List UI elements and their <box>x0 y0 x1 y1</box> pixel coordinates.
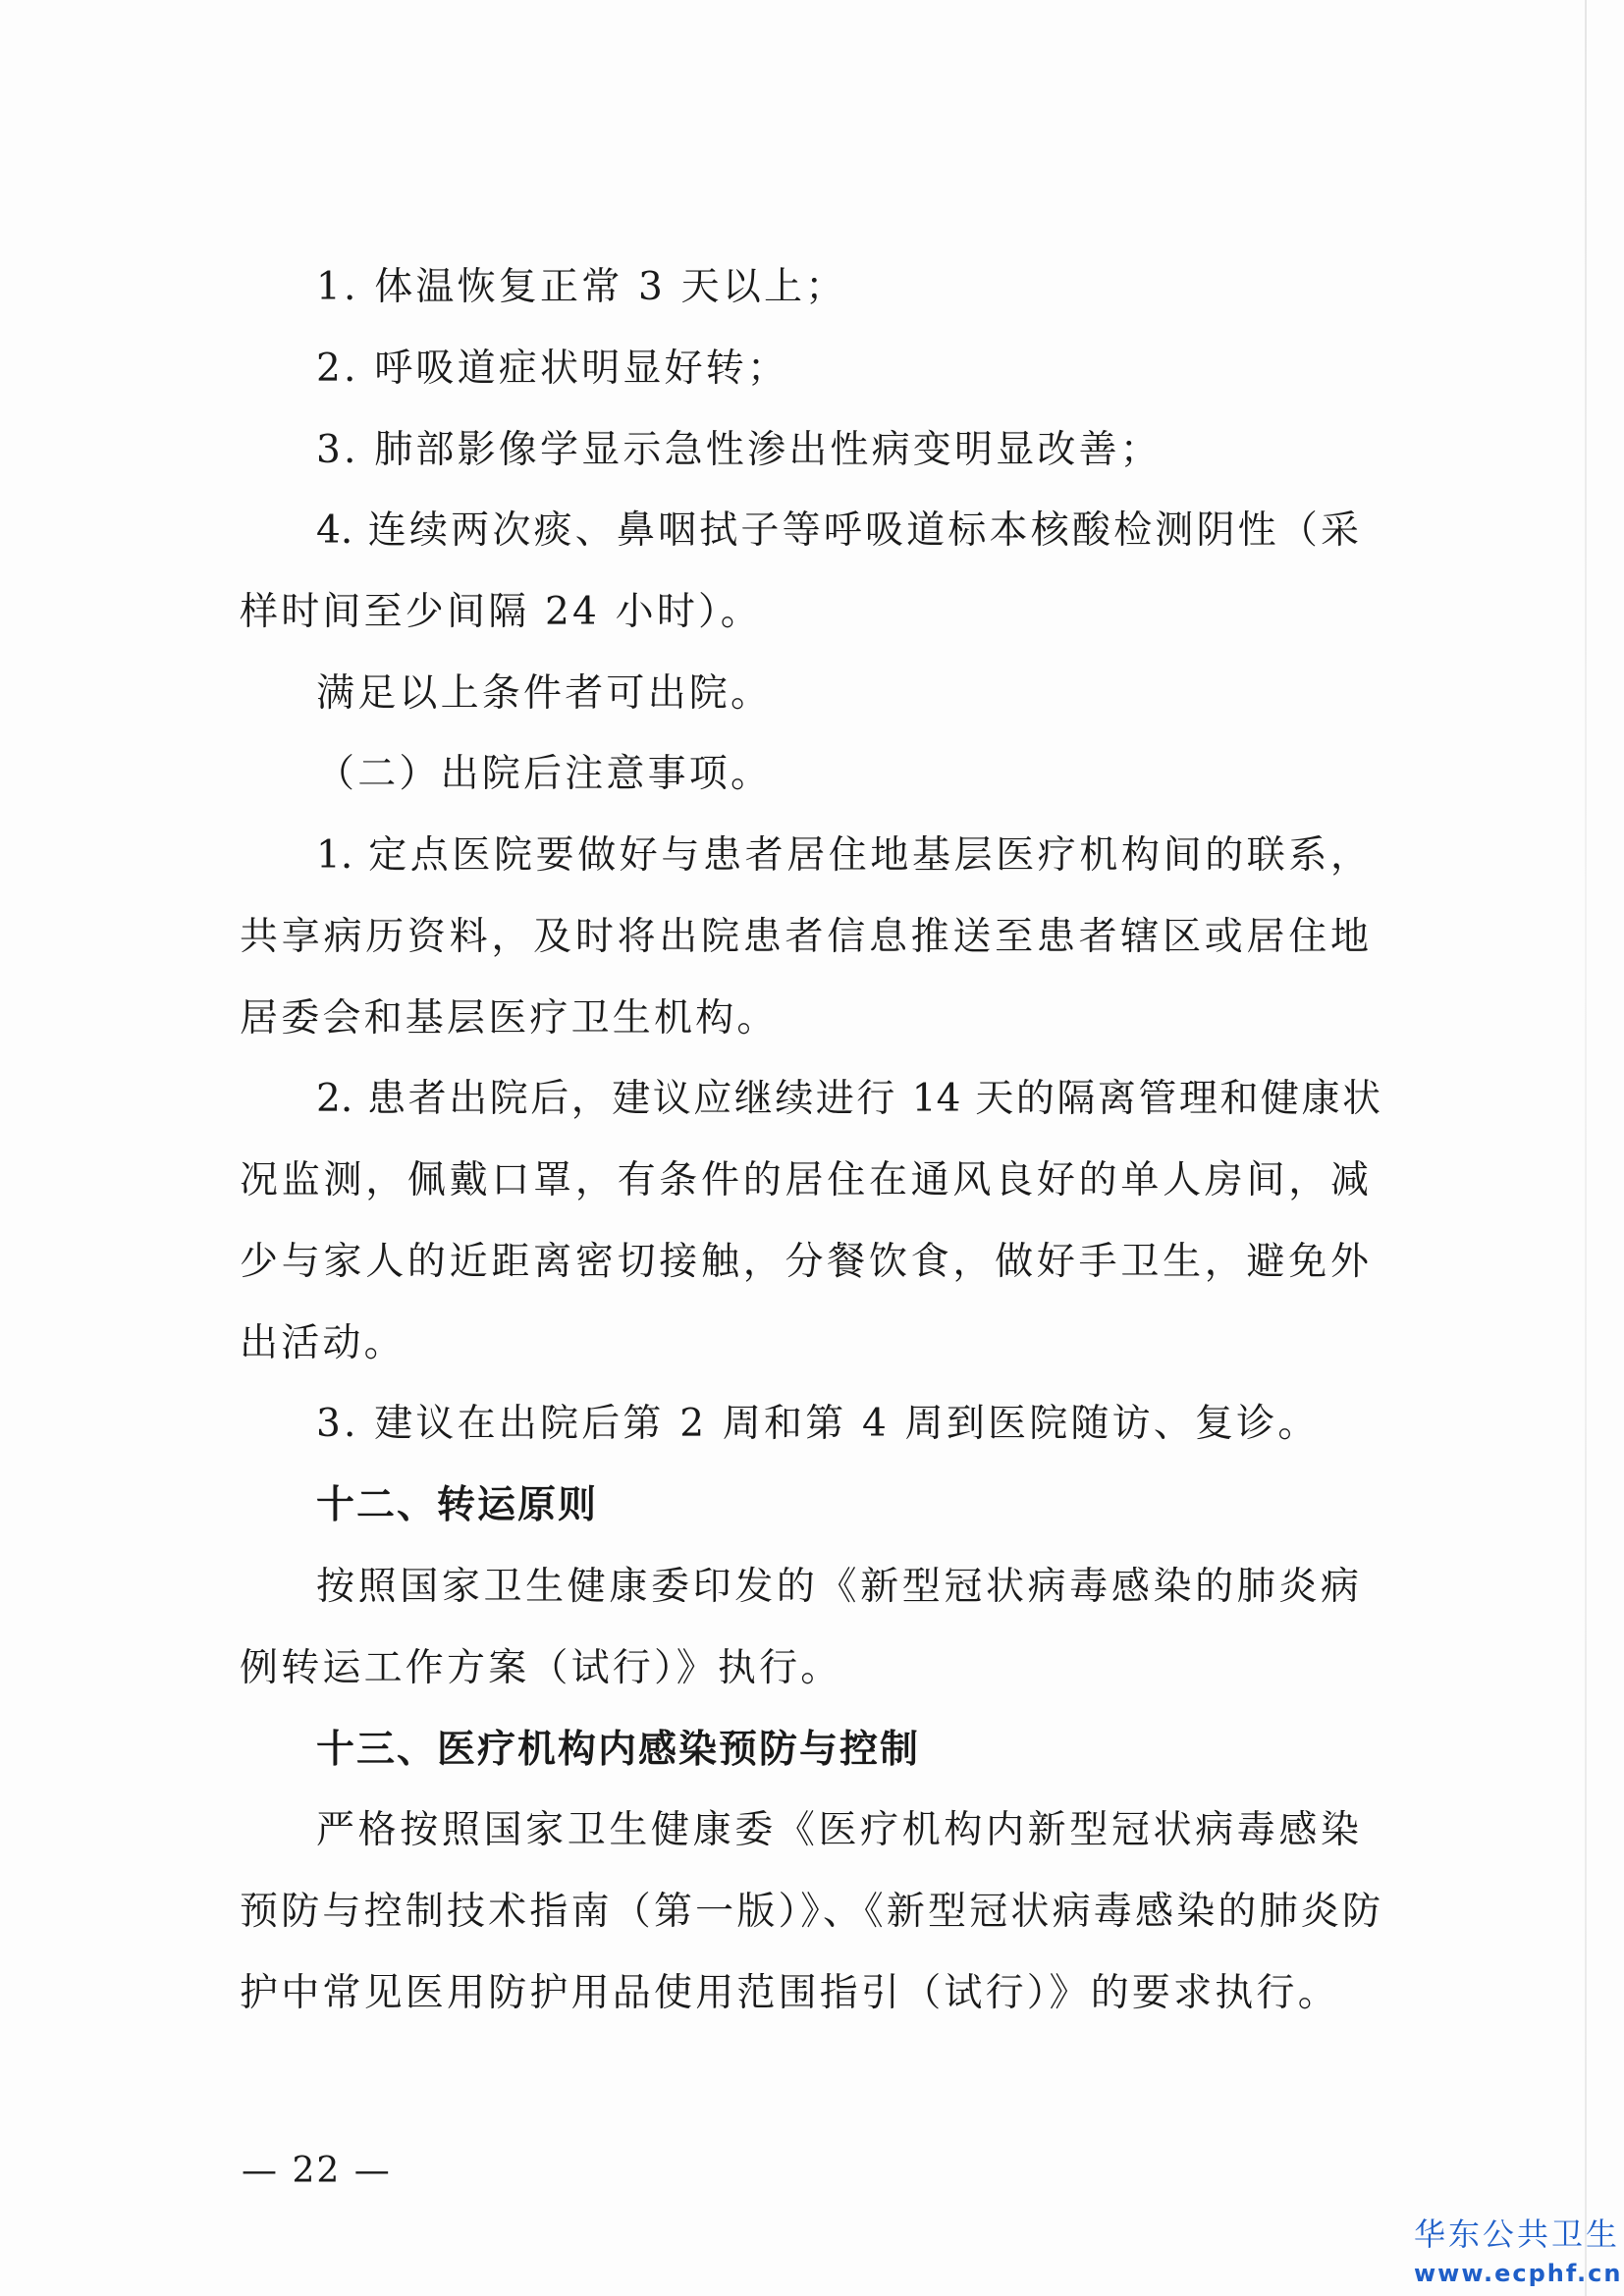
note-item-2: 2. 患者出院后，建议应继续进行 14 天的隔离管理和健康状 <box>316 1077 1380 1121</box>
condition-item-4: 4. 连续两次痰、鼻咽拭子等呼吸道标本核酸检测阴性（采 <box>316 508 1359 553</box>
note-item-1-line-2: 共享病历资料，及时将出院患者信息推送至患者辖区或居住地 <box>240 915 1369 959</box>
watermark-name: 华东公共卫生 <box>1414 2216 1621 2253</box>
infection-control-paragraph-line-2: 预防与控制技术指南（第一版）》、《新型冠状病毒感染的肺炎防 <box>240 1890 1380 1934</box>
note-item-2-line-3: 少与家人的近距离密切接触，分餐饮食，做好手卫生，避免外 <box>240 1240 1369 1284</box>
condition-item-1: 1. 体温恢复正常 3 天以上； <box>316 265 847 309</box>
note-item-3: 3. 建议在出院后第 2 周和第 4 周到医院随访、复诊。 <box>316 1402 1320 1446</box>
scan-edge-line <box>1585 0 1587 2296</box>
watermark-url: www.ecphf.cn <box>1414 2260 1623 2287</box>
condition-item-2: 2. 呼吸道症状明显好转； <box>316 347 789 391</box>
infection-control-paragraph: 严格按照国家卫生健康委《医疗机构内新型冠状病毒感染 <box>316 1808 1359 1852</box>
transfer-paragraph-line-2: 例转运工作方案（试行）》执行。 <box>240 1646 842 1690</box>
page-number: — 22 — <box>242 2151 392 2191</box>
section-subheading: （二）出院后注意事项。 <box>316 752 773 796</box>
heading-infection-control: 十三、医疗机构内感染预防与控制 <box>316 1728 921 1772</box>
condition-item-3: 3. 肺部影像学显示急性渗出性病变明显改善； <box>316 428 1163 472</box>
transfer-paragraph: 按照国家卫生健康委印发的《新型冠状病毒感染的肺炎病 <box>316 1565 1359 1609</box>
note-item-2-line-2: 况监测，佩戴口罩，有条件的居住在通风良好的单人房间，减 <box>240 1158 1369 1202</box>
heading-transfer-principles: 十二、转运原则 <box>316 1483 599 1527</box>
condition-item-4-continued: 样时间至少间隔 24 小时）。 <box>240 590 762 634</box>
note-item-1-line-3: 居委会和基层医疗卫生机构。 <box>240 996 779 1041</box>
note-item-2-line-4: 出活动。 <box>240 1321 406 1365</box>
discharge-statement: 满足以上条件者可出院。 <box>316 671 773 716</box>
infection-control-paragraph-line-3: 护中常见医用防护用品使用范围指引（试行）》的要求执行。 <box>240 1971 1339 2015</box>
note-item-1: 1. 定点医院要做好与患者居住地基层医疗机构间的联系， <box>316 833 1369 878</box>
